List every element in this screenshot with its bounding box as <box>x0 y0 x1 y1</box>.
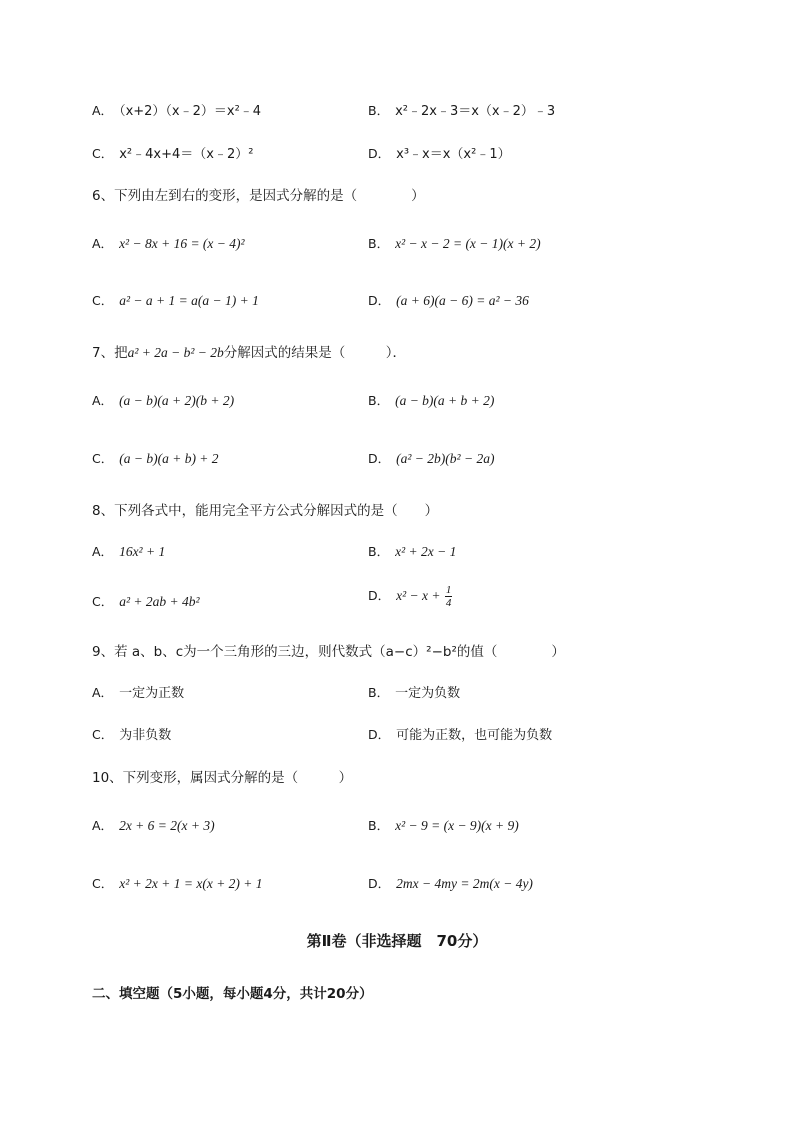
option-text: 2x + 6 = 2(x + 3) <box>119 818 215 833</box>
option-label: A． <box>92 103 114 118</box>
option-text: x² + 2x − 1 <box>395 544 457 559</box>
option-label: C． <box>92 727 114 742</box>
fraction <box>445 584 453 609</box>
option-text: (a − b)(a + b + 2) <box>395 393 495 408</box>
q8-option-c <box>92 592 200 610</box>
q5-option-d <box>368 143 511 162</box>
question-7-stem <box>92 341 406 361</box>
option-label: D． <box>368 146 391 161</box>
option-label: D． <box>368 293 391 308</box>
option-text: 2mx − 4my = 2m(x − 4y) <box>396 876 533 891</box>
option-label: B． <box>368 236 390 251</box>
option-text: （x+2）（x﹣2）＝x²﹣4 <box>119 104 262 119</box>
option-label: D． <box>368 727 391 742</box>
stem-expression: a² + 2a − b² − 2b <box>127 345 224 360</box>
option-label: C． <box>92 876 114 891</box>
option-text: x² + 2x + 1 = x(x + 2) + 1 <box>119 876 263 891</box>
q6-option-c <box>92 291 259 309</box>
question-9-stem: 9、若 a、b、c为一个三角形的三边，则代数式（a−c）²−b²的值（ ） <box>92 644 565 660</box>
stem-suffix: 分解因式的结果是（ ）． <box>223 345 407 361</box>
q8-option-a <box>92 542 165 560</box>
option-text: a² + 2ab + 4b² <box>119 594 200 609</box>
option-text: 一定为正数 <box>119 686 185 701</box>
option-label: D． <box>368 588 391 603</box>
q5-option-c <box>92 143 253 162</box>
option-label: B． <box>368 685 390 700</box>
option-text: a² − a + 1 = a(a − 1) + 1 <box>119 293 259 308</box>
option-label: B． <box>368 544 390 559</box>
fraction-numerator: 1 <box>445 584 452 596</box>
option-text: (a − b)(a + b) + 2 <box>119 451 219 466</box>
q7-option-a <box>92 391 234 409</box>
option-label: C． <box>92 146 114 161</box>
q7-option-c <box>92 449 219 467</box>
question-6-stem: 6、下列由左到右的变形，是因式分解的是（ ） <box>92 188 425 204</box>
question-8-stem: 8、下列各式中，能用完全平方公式分解因式的是（ ） <box>92 503 439 519</box>
q9-option-c <box>92 724 171 743</box>
option-label: B． <box>368 393 390 408</box>
option-label: D． <box>368 876 391 891</box>
option-text: 16x² + 1 <box>119 544 166 559</box>
q6-option-d <box>368 291 529 309</box>
option-text: x³﹣x＝x（x²﹣1） <box>396 147 511 162</box>
q10-option-c <box>92 874 263 892</box>
option-text: (a² − 2b)(b² − 2a) <box>396 451 495 466</box>
option-text: x² − 8x + 16 = (x − 4)² <box>119 236 245 251</box>
section-title: 第Ⅱ卷（非选择题 70分） <box>306 932 488 950</box>
option-label: A． <box>92 236 114 251</box>
option-label: A． <box>92 393 114 408</box>
q5-option-a <box>92 100 261 119</box>
q6-option-a <box>92 234 245 252</box>
option-text: x² − x + <box>396 588 444 603</box>
section-subtitle: 二、填空题（5小题，每小题4分，共计20分） <box>92 986 373 1002</box>
stem-prefix: 7、把 <box>92 345 128 361</box>
option-label: C． <box>92 594 114 609</box>
option-label: B． <box>368 818 390 833</box>
option-label: A． <box>92 818 114 833</box>
option-text: 可能为正数，也可能为负数 <box>396 728 553 743</box>
q10-option-d <box>368 874 533 892</box>
option-label: D． <box>368 451 391 466</box>
option-text: x² − 9 = (x − 9)(x + 9) <box>395 818 519 833</box>
option-text: x²﹣2x﹣3＝x（x﹣2）﹣3 <box>395 104 556 119</box>
q10-option-a <box>92 816 215 834</box>
option-text: 一定为负数 <box>395 686 461 701</box>
option-label: A． <box>92 685 114 700</box>
option-label: B． <box>368 103 390 118</box>
q7-option-d <box>368 449 494 467</box>
q9-option-d <box>368 724 552 743</box>
option-text: (a − b)(a + 2)(b + 2) <box>119 393 235 408</box>
q10-option-b <box>368 816 519 834</box>
option-text: 为非负数 <box>119 728 172 743</box>
option-label: C． <box>92 451 114 466</box>
q7-option-b <box>368 391 494 409</box>
q9-option-b <box>368 682 460 701</box>
q6-option-b <box>368 234 541 252</box>
option-label: C． <box>92 293 114 308</box>
q9-option-a <box>92 682 184 701</box>
option-label: A． <box>92 544 114 559</box>
q8-option-b <box>368 542 456 560</box>
q8-option-d <box>368 584 452 609</box>
fraction-denominator: 4 <box>445 597 452 609</box>
option-text: x² − x − 2 = (x − 1)(x + 2) <box>395 236 541 251</box>
question-10-stem: 10、下列变形，属因式分解的是（ ） <box>92 770 353 786</box>
option-text: (a + 6)(a − 6) = a² − 36 <box>396 293 529 308</box>
q5-option-b <box>368 100 555 119</box>
option-text: x²﹣4x+4＝（x﹣2）² <box>119 147 254 162</box>
